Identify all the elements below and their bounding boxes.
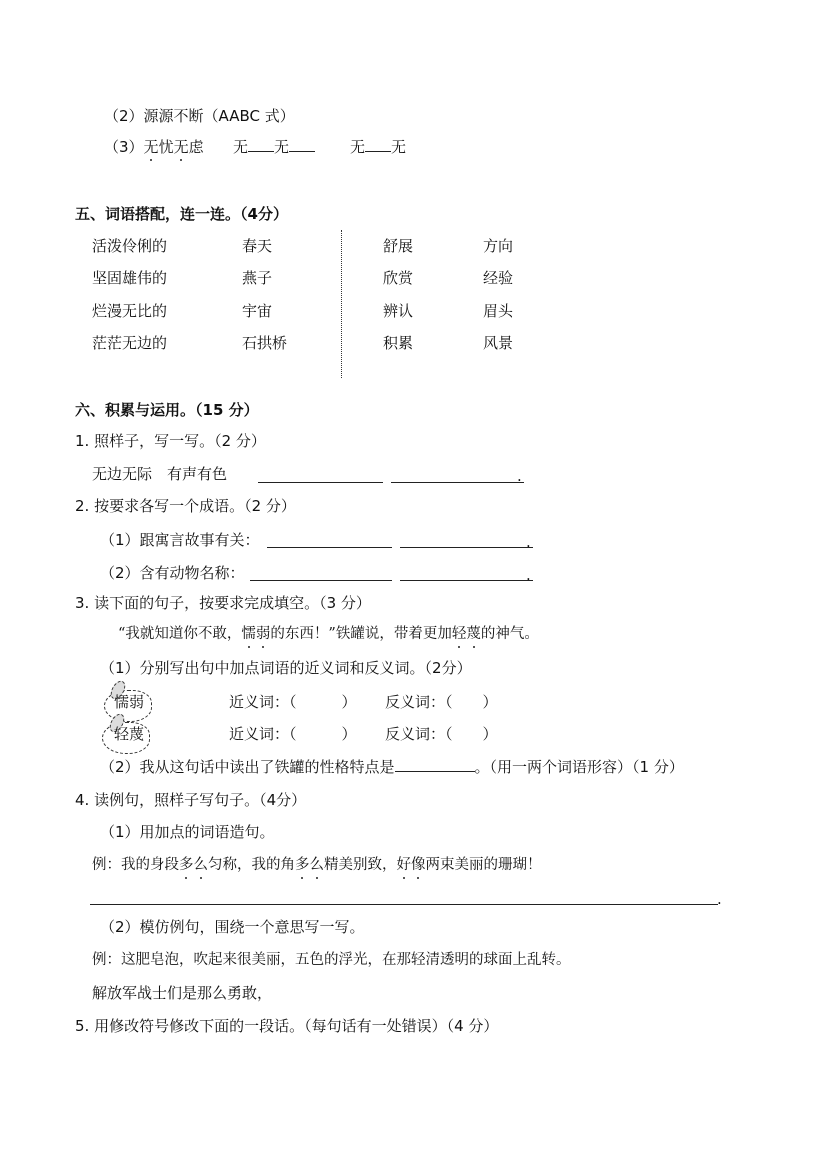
q4-example-1 bbox=[92, 855, 542, 875]
q4-title: 4. 读例句，照样子写句子。（4分） bbox=[75, 791, 307, 809]
sentence-part: 匀称，我的角 bbox=[208, 857, 295, 873]
item-3-label: （3） bbox=[104, 138, 144, 156]
fill-blank[interactable] bbox=[289, 137, 315, 152]
pattern-blank-1 bbox=[233, 137, 315, 157]
q4-answer-line[interactable] bbox=[90, 890, 718, 905]
q2-answer-2b[interactable] bbox=[400, 566, 533, 581]
q1-title: 1. 照样子，写一写。（2 分） bbox=[75, 432, 266, 450]
match-object-2: 经验 bbox=[483, 269, 514, 287]
q1-answer-2[interactable] bbox=[391, 468, 524, 483]
q2-answer-2a[interactable] bbox=[250, 566, 392, 581]
match-verb-3: 辨认 bbox=[383, 302, 414, 320]
q2-end-mark-2: . bbox=[526, 566, 531, 584]
section-6-title: 六、积累与运用。（15 分） bbox=[75, 401, 259, 419]
match-left-2: 坚固雄伟的 bbox=[92, 269, 168, 287]
match-object-3: 眉头 bbox=[483, 302, 514, 320]
sentence-part: 两束美丽的珊瑚！ bbox=[425, 857, 542, 873]
match-left-1: 活泼伶俐的 bbox=[92, 237, 168, 255]
q4-example-2: 例：这肥皂泡，吹起来很美丽，五色的浮光，在那轻清透明的球面上乱转。 bbox=[92, 952, 571, 968]
sentence-part: “我就知道你不敢， bbox=[118, 626, 242, 642]
emph-char: 么 bbox=[309, 857, 324, 873]
emph-char: 像 bbox=[411, 857, 426, 873]
match-left-3: 烂漫无比的 bbox=[92, 302, 168, 320]
section-5-title: 五、词语搭配，连一连。（4分） bbox=[75, 205, 288, 223]
emph-char: 么 bbox=[193, 857, 208, 873]
fill-blank[interactable] bbox=[365, 137, 391, 152]
q3-near-1: 近义词：（ ） bbox=[229, 693, 357, 711]
q2-sub-2: （2）含有动物名称： bbox=[100, 564, 245, 582]
q4-sub-2: （2）模仿例句，围绕一个意思写一写。 bbox=[100, 918, 365, 936]
pattern-blank-2 bbox=[350, 137, 406, 157]
match-noun-2: 燕子 bbox=[242, 269, 273, 287]
q3-sub-2-prompt: （2）我从这句话中读出了铁罐的性格特点是 bbox=[100, 758, 395, 776]
item-3-row bbox=[104, 137, 204, 157]
q3-sub-2-hint: 。（用一两个词语形容）（1 分） bbox=[474, 758, 684, 776]
q4-prompt: 解放军战士们是那么勇敢， bbox=[92, 984, 273, 1002]
q3-word-1: 懦弱 bbox=[114, 693, 145, 711]
q1-example: 无边无际 有声有色 bbox=[92, 465, 228, 483]
match-left-4: 茫茫无边的 bbox=[92, 334, 168, 352]
q2-end-mark-1: . bbox=[526, 533, 531, 551]
q3-answer[interactable] bbox=[395, 757, 475, 772]
emph-char: 弱 bbox=[255, 626, 271, 642]
sentence-part: 的神气。 bbox=[480, 626, 539, 642]
match-object-4: 风景 bbox=[483, 334, 514, 352]
match-verb-2: 欣赏 bbox=[383, 269, 414, 287]
q5-title: 5. 用修改符号修改下面的一段话。（每句话有一处错误）（4 分） bbox=[75, 1017, 499, 1035]
match-noun-3: 宇宙 bbox=[242, 302, 273, 320]
emph-char: 轻 bbox=[451, 626, 467, 642]
q3-anti-1: 反义词：（ ） bbox=[385, 693, 498, 711]
emph-char: 无 bbox=[173, 138, 189, 156]
match-verb-4: 积累 bbox=[383, 334, 414, 352]
pattern-char: 无 bbox=[350, 138, 366, 156]
pattern-char: 无 bbox=[233, 138, 249, 156]
q3-sub-2 bbox=[100, 757, 684, 777]
q1-answer-1[interactable] bbox=[258, 468, 383, 483]
item-2-text: （2）源源不断（AABC 式） bbox=[104, 107, 295, 125]
q1-end-mark: . bbox=[517, 467, 522, 485]
emph-char: 好 bbox=[396, 857, 411, 873]
match-object-1: 方向 bbox=[483, 237, 514, 255]
emph-char: 多 bbox=[179, 857, 194, 873]
pattern-char: 无 bbox=[391, 138, 407, 156]
pattern-char: 无 bbox=[274, 138, 290, 156]
match-noun-1: 春天 bbox=[242, 237, 273, 255]
q3-sentence bbox=[118, 624, 539, 644]
q4-end-mark: . bbox=[717, 890, 722, 908]
q3-anti-2: 反义词：（ ） bbox=[385, 725, 498, 743]
sentence-part: 例：我的身段 bbox=[92, 857, 179, 873]
sentence-part: 的东西！”铁罐说，带着更加 bbox=[270, 626, 452, 642]
emph-char: 无 bbox=[143, 138, 159, 156]
word-char: 虑 bbox=[188, 138, 204, 156]
emph-char: 懦 bbox=[241, 626, 256, 642]
match-noun-4: 石拱桥 bbox=[242, 334, 288, 352]
q3-title: 3. 读下面的句子，按要求完成填空。（3 分） bbox=[75, 594, 371, 612]
q2-sub-1: （1）跟寓言故事有关： bbox=[100, 531, 260, 549]
emph-char: 多 bbox=[295, 857, 310, 873]
q4-sub-1: （1）用加点的词语造句。 bbox=[100, 823, 275, 841]
q2-answer-1a[interactable] bbox=[267, 533, 392, 548]
fill-blank[interactable] bbox=[248, 137, 274, 152]
emph-char: 蔑 bbox=[466, 626, 481, 642]
match-verb-1: 舒展 bbox=[383, 237, 414, 255]
q2-answer-1b[interactable] bbox=[400, 533, 533, 548]
word-char: 忧 bbox=[158, 138, 174, 156]
sentence-part: 精美别致， bbox=[324, 857, 397, 873]
column-divider bbox=[341, 230, 342, 378]
q3-sub-1: （1）分别写出句中加点词语的近义词和反义词。（2分） bbox=[100, 659, 472, 677]
q3-word-2: 轻蔑 bbox=[114, 725, 145, 743]
q3-near-2: 近义词：（ ） bbox=[229, 725, 357, 743]
q2-title: 2. 按要求各写一个成语。（2 分） bbox=[75, 497, 296, 515]
